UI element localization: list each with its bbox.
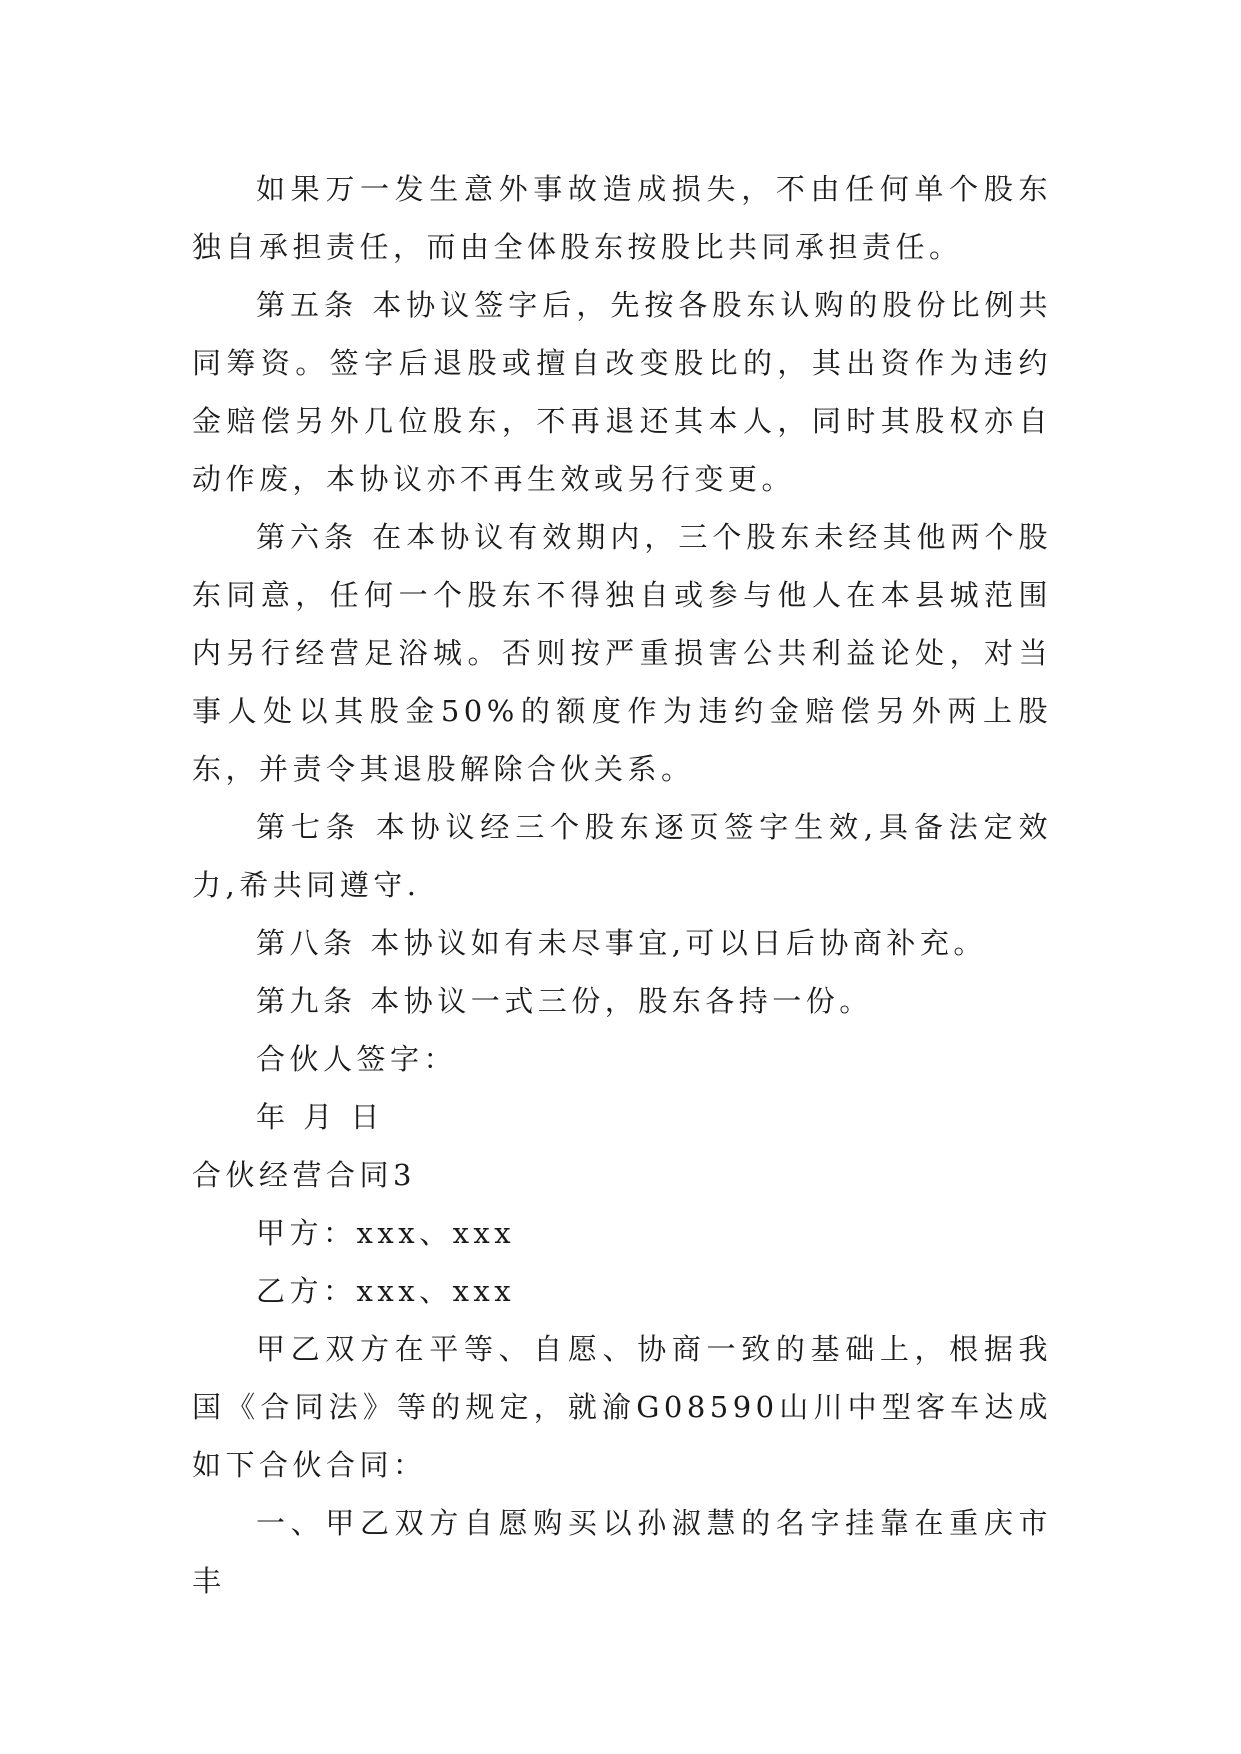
paragraph-article-8: 第八条 本协议如有未尽事宜,可以日后协商补充。 [256, 926, 987, 960]
paragraph-liability: 如果万一发生意外事故造成损失，不由任何单个股东独自承担责任，而由全体股东按股比共同承担责任。 [192, 172, 1052, 264]
paragraph-article-5: 第五条 本协议签字后，先按各股东认购的股份比例共同筹资。签字后退股或擅自改变股比的，其出资作为违约金赔偿另外几位股东，不再退还其本人，同时其股权亦自动作废，本协议亦不再生效或另行变更。 [192, 288, 1052, 496]
partner-signature-label: 合伙人签字： [256, 1042, 458, 1076]
paragraph-article-6: 第六条 在本协议有效期内，三个股东未经其他两个股东同意，任何一个股东不得独自或参与他人在本县城范围内另行经营足浴城。否则按严重损害公共利益论处，对当事人处以其股金50%的额度作为违约金赔偿另外两上股东，并责令其退股解除合伙关系。 [192, 520, 1052, 786]
party-a-line: 甲方：xxx、xxx [256, 1216, 516, 1250]
paragraph-article-7: 第七条 本协议经三个股东逐页签字生效,具备法定效力,希共同遵守. [192, 810, 1052, 902]
paragraph-preamble: 甲乙双方在平等、自愿、协商一致的基础上，根据我国《合同法》等的规定，就渝G08590山川中型客车达成如下合伙合同： [192, 1332, 1052, 1482]
paragraph-clause-1: 一、甲乙双方自愿购买以孙淑慧的名字挂靠在重庆市丰 [192, 1506, 1052, 1598]
paragraph-article-9: 第九条 本协议一式三份，股东各持一份。 [256, 984, 873, 1018]
party-b-line: 乙方：xxx、xxx [256, 1274, 516, 1308]
date-line: 年 月 日 [256, 1100, 384, 1134]
document-body [192, 160, 1052, 1610]
contract-heading: 合伙经营合同3 [192, 1158, 416, 1192]
